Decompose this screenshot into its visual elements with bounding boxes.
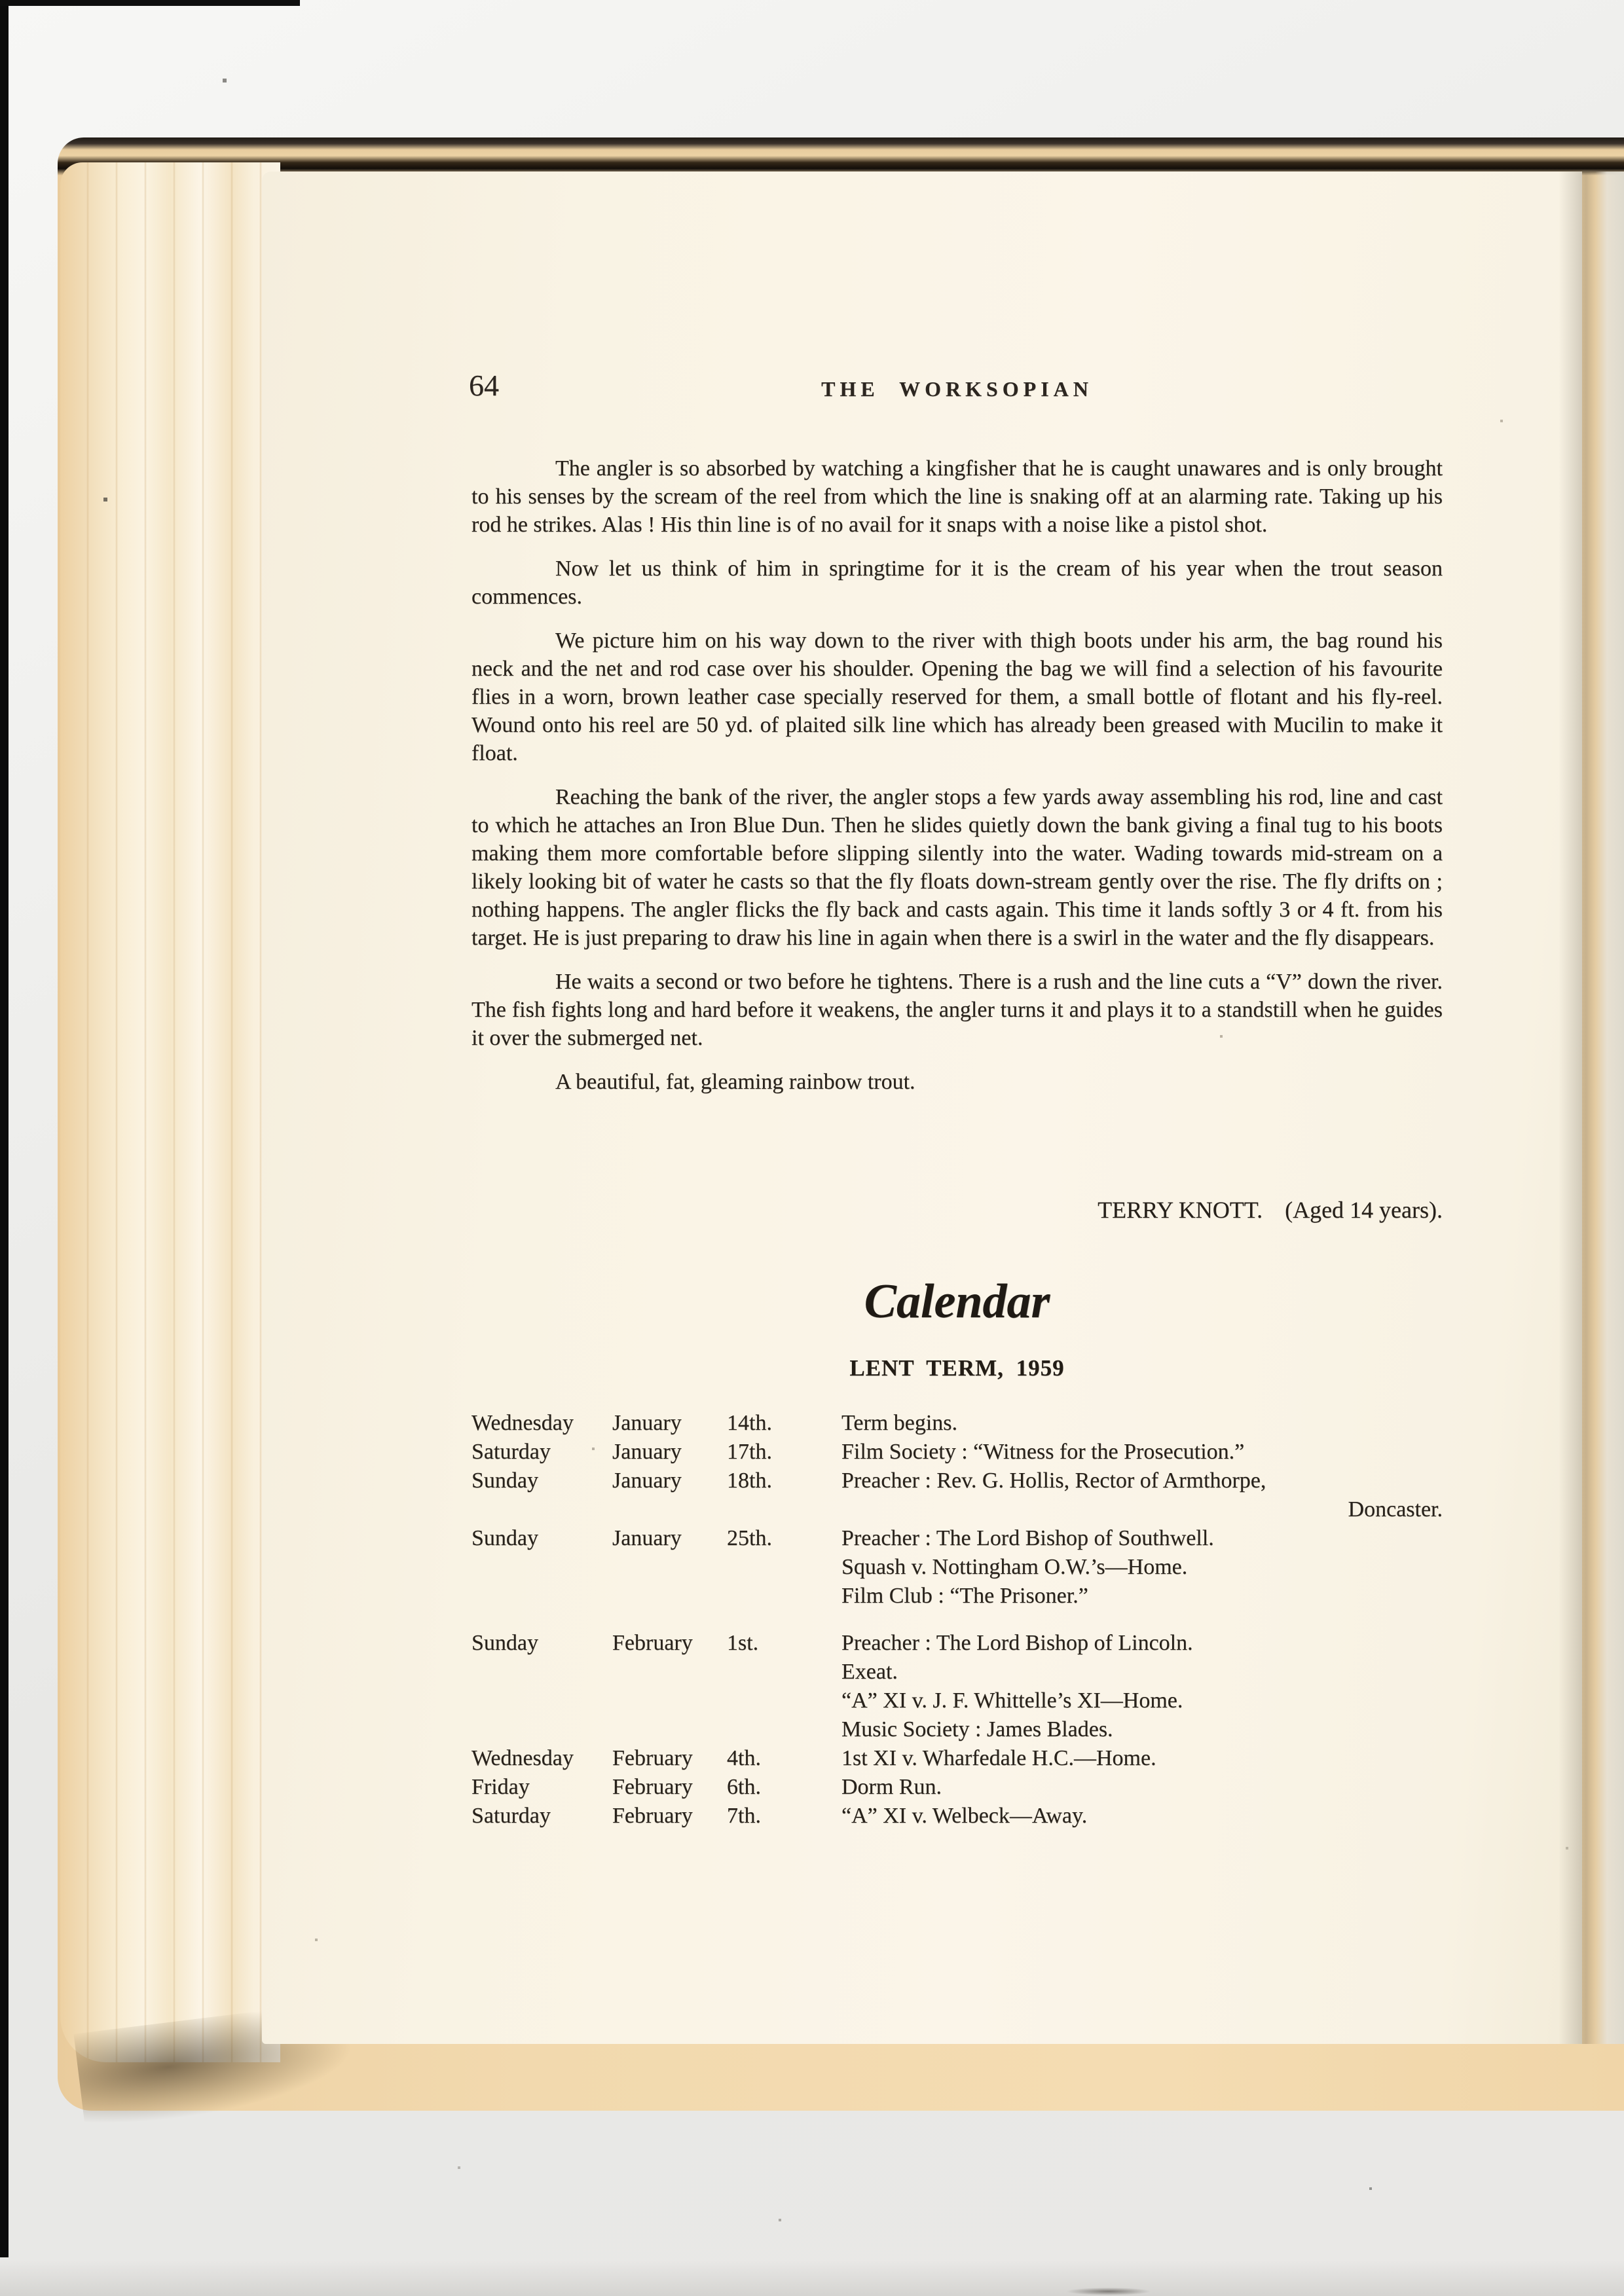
calendar-day: Saturday <box>471 1440 551 1464</box>
calendar-month <box>612 1715 727 1744</box>
calendar-month <box>612 1495 727 1524</box>
calendar-day <box>471 1553 612 1582</box>
calendar-event: Music Society : James Blades. <box>841 1717 1113 1741</box>
calendar-date: 17th. <box>727 1440 772 1464</box>
scanner-edge-strip <box>0 0 9 2257</box>
calendar-date: 4th. <box>727 1746 761 1770</box>
calendar-event: Squash v. Nottingham O.W.’s—Home. <box>841 1555 1188 1579</box>
calendar-event: Film Society : “Witness for the Prosecution.” <box>841 1440 1245 1464</box>
article-paragraph: The angler is so absorbed by watching a kingfisher that he is caught unawares and is only brought to his senses by the scream of the reel from which the line is snaking off at an alarming rate. Taking up his rod he strikes. Alas ! His thin line is of no avail for it snaps with a noise like a pistol shot. <box>471 456 1443 537</box>
calendar-date <box>727 1553 841 1582</box>
calendar-table <box>471 1409 1443 1831</box>
page-fore-edge-stack <box>60 162 280 2062</box>
calendar-month: February <box>612 1804 693 1828</box>
calendar-day: Sunday <box>471 1631 538 1655</box>
calendar-event: Preacher : The Lord Bishop of Lincoln. <box>841 1631 1193 1655</box>
calendar-row-continuation <box>471 1715 1443 1744</box>
author-age: (Aged 14 years). <box>1285 1197 1443 1223</box>
calendar-day <box>471 1582 612 1611</box>
calendar-month: February <box>612 1631 693 1655</box>
article-paragraph: He waits a second or two before he tightens. There is a rush and the line cuts a “V” down the river. The fish fights long and hard before it weakens, the angler turns it and plays it to a standstill when he guides it over the submerged net. <box>471 970 1443 1050</box>
calendar-day: Sunday <box>471 1468 538 1493</box>
calendar-event: Term begins. <box>841 1411 958 1435</box>
calendar-row <box>471 1409 1443 1438</box>
calendar-row <box>471 1629 1443 1658</box>
calendar-event: Preacher : Rev. G. Hollis, Rector of Armthorpe, <box>841 1468 1266 1493</box>
calendar-event: “A” XI v. J. F. Whittelle’s XI—Home. <box>841 1688 1183 1713</box>
calendar-day: Wednesday <box>471 1746 574 1770</box>
article-paragraph: Now let us think of him in springtime for it is the cream of his year when the trout season commences. <box>471 556 1443 609</box>
calendar-date <box>727 1658 841 1686</box>
calendar-day: Saturday <box>471 1804 551 1828</box>
calendar-row-continuation <box>471 1658 1443 1686</box>
calendar-day <box>471 1715 612 1744</box>
running-header: THE WORKSOPIAN <box>821 377 1093 401</box>
calendar-date: 14th. <box>727 1411 772 1435</box>
scan-dust-specks <box>0 0 1 1</box>
article-paragraph: Reaching the bank of the river, the angler stops a few yards away assembling his rod, line and cast to which he attaches an Iron Blue Dun. Then he slides quietly down the bank giving a final tug to his boots making them more comfortable before slipping silently into the water. Wading towards mid-stream on a likely looking bit of water he casts so that the fly floats down-stream gently over the rise. The fly drifts on ; nothing happens. The angler flicks the fly back and casts again. This time it lands softly 3 or 4 ft. from his target. He is just preparing to draw his line in again when there is a swirl in the water and the fly disappears. <box>471 785 1443 950</box>
calendar-event: Doncaster. <box>1348 1497 1443 1522</box>
calendar-month: February <box>612 1775 693 1799</box>
calendar-date <box>727 1715 841 1744</box>
term-heading: LENT TERM, 1959 <box>849 1355 1065 1381</box>
article-body <box>471 454 1443 1112</box>
calendar-row <box>471 1744 1443 1773</box>
calendar-day: Wednesday <box>471 1411 574 1435</box>
calendar-month: January <box>612 1411 682 1435</box>
calendar-event: Film Club : “The Prisoner.” <box>841 1584 1088 1608</box>
calendar-row <box>471 1802 1443 1831</box>
calendar-row-continuation <box>471 1495 1443 1524</box>
calendar-row <box>471 1467 1443 1495</box>
calendar-event: Preacher : The Lord Bishop of Southwell. <box>841 1526 1214 1550</box>
calendar-title: Calendar <box>864 1275 1050 1328</box>
calendar-event: “A” XI v. Welbeck—Away. <box>841 1804 1088 1828</box>
author-signature <box>471 1195 1443 1224</box>
calendar-row-continuation <box>471 1582 1443 1611</box>
calendar-event: Exeat. <box>841 1660 898 1684</box>
calendar-month: January <box>612 1468 682 1493</box>
calendar-month: January <box>612 1440 682 1464</box>
scanner-bottom-shade <box>0 2260 1624 2296</box>
calendar-date <box>727 1686 841 1715</box>
calendar-day: Sunday <box>471 1526 538 1550</box>
calendar-month <box>612 1582 727 1611</box>
calendar-month <box>612 1658 727 1686</box>
calendar-event: Dorm Run. <box>841 1775 942 1799</box>
calendar-day <box>471 1658 612 1686</box>
book-top-edge-shadow <box>58 137 1624 175</box>
calendar-month <box>612 1686 727 1715</box>
calendar-row-continuation <box>471 1686 1443 1715</box>
calendar-day: Friday <box>471 1775 530 1799</box>
scan-smudge <box>1066 2287 1151 2295</box>
calendar-day <box>471 1686 612 1715</box>
article-paragraph: A beautiful, fat, gleaming rainbow trout. <box>555 1070 915 1094</box>
calendar-date <box>727 1582 841 1611</box>
calendar-row <box>471 1524 1443 1553</box>
calendar-date <box>727 1495 841 1524</box>
calendar-date: 18th. <box>727 1468 772 1493</box>
calendar-date: 25th. <box>727 1526 772 1550</box>
calendar-row-continuation <box>471 1553 1443 1582</box>
scanner-top-edge-strip <box>0 0 300 6</box>
calendar-row <box>471 1773 1443 1802</box>
calendar-date: 7th. <box>727 1804 761 1828</box>
calendar-month <box>612 1553 727 1582</box>
calendar-row <box>471 1438 1443 1467</box>
article-paragraph: We picture him on his way down to the river with thigh boots under his arm, the bag round his neck and the net and rod case over his shoulder. Opening the bag we will find a selection of his favourite flies in a worn, brown leather case specially reserved for them, a small bottle of flotant and his fly-reel. Wound onto his reel are 50 yd. of plaited silk line which has already been greased with Mucilin to make it float. <box>471 629 1443 765</box>
page-number: 64 <box>469 369 499 402</box>
calendar-month: January <box>612 1526 682 1550</box>
author-name: TERRY KNOTT. <box>1098 1197 1263 1223</box>
calendar-day <box>471 1495 612 1524</box>
calendar-month: February <box>612 1746 693 1770</box>
calendar-date: 1st. <box>727 1631 759 1655</box>
calendar-date: 6th. <box>727 1775 761 1799</box>
calendar-event: 1st XI v. Wharfedale H.C.—Home. <box>841 1746 1156 1770</box>
gutter-shadow <box>1559 172 1624 2044</box>
